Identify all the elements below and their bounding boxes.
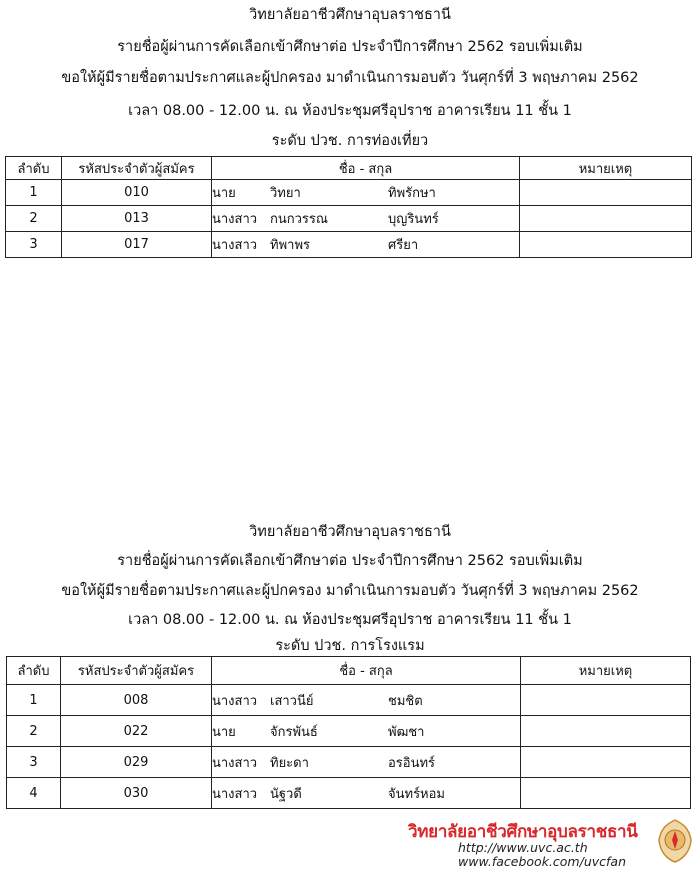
applicant-code: 013 xyxy=(62,206,212,232)
footer-website-link[interactable]: http://www.uvc.ac.th xyxy=(458,840,588,855)
row-number: 2 xyxy=(7,716,61,747)
candidate-table xyxy=(6,656,691,809)
applicant-code: 030 xyxy=(61,778,212,809)
first-name: กนกวรรณ xyxy=(270,212,328,227)
table-row xyxy=(6,232,692,258)
table-header-row xyxy=(6,157,692,180)
applicant-name xyxy=(212,232,520,258)
row-number: 1 xyxy=(7,685,61,716)
last-name: ทิพรักษา xyxy=(388,186,436,201)
note-cell xyxy=(521,778,691,809)
column-header-name: ชื่อ - สกุล xyxy=(212,657,521,685)
applicant-name xyxy=(212,180,520,206)
first-name: ทิยะดา xyxy=(270,755,309,771)
row-number: 4 xyxy=(7,778,61,809)
applicant-code: 022 xyxy=(61,716,212,747)
row-number: 1 xyxy=(6,180,62,206)
announcement-notice: ขอให้ผู้มีรายชื่อตามประกาศและผู้ปกครอง มาดำเนินการมอบตัว วันศุกร์ที่ 3 พฤษภาคม 2562 xyxy=(61,583,639,599)
note-cell xyxy=(520,180,692,206)
first-name: จักรพันธ์ xyxy=(270,724,318,740)
applicant-code: 008 xyxy=(61,685,212,716)
table-row xyxy=(7,778,691,809)
row-number: 3 xyxy=(6,232,62,258)
footer-facebook-link[interactable]: www.facebook.com/uvcfan xyxy=(458,854,626,869)
column-header-note: หมายเหตุ xyxy=(520,157,692,180)
last-name: อรอินทร์ xyxy=(388,755,436,771)
last-name: ศรียา xyxy=(388,238,419,253)
announcement-notice: ขอให้ผู้มีรายชื่อตามประกาศและผู้ปกครอง มาดำเนินการมอบตัว วันศุกร์ที่ 3 พฤษภาคม 2562 xyxy=(61,70,639,86)
note-cell xyxy=(520,206,692,232)
applicant-name xyxy=(212,778,521,809)
last-name: จันทร์หอม xyxy=(388,786,446,802)
name-prefix: นางสาว xyxy=(212,238,258,253)
table-row xyxy=(7,685,691,716)
college-footer-logo xyxy=(408,818,678,870)
last-name: ชมชิต xyxy=(388,693,423,709)
column-header-no: ลำดับ xyxy=(7,657,61,685)
first-name: ทิพาพร xyxy=(270,238,310,253)
note-cell xyxy=(521,685,691,716)
school-name: วิทยาลัยอาชีวศึกษาอุบลราชธานี xyxy=(249,524,451,540)
applicant-name xyxy=(212,206,520,232)
table-row xyxy=(6,180,692,206)
table-row xyxy=(7,747,691,778)
applicant-code: 017 xyxy=(62,232,212,258)
table-row xyxy=(6,206,692,232)
applicant-name xyxy=(212,685,521,716)
applicant-code: 029 xyxy=(61,747,212,778)
announcement-title: รายชื่อผู้ผ่านการคัดเลือกเข้าศึกษาต่อ ประจำปีการศึกษา 2562 รอบเพิ่มเติม xyxy=(117,553,583,569)
row-number: 3 xyxy=(7,747,61,778)
column-header-code: รหัสประจำตัวผู้สมัคร xyxy=(62,157,212,180)
college-seal-icon xyxy=(656,818,694,864)
note-cell xyxy=(520,232,692,258)
note-cell xyxy=(521,747,691,778)
column-header-no: ลำดับ xyxy=(6,157,62,180)
name-prefix: นางสาว xyxy=(212,786,258,802)
name-prefix: นาย xyxy=(212,186,236,201)
candidate-table xyxy=(5,156,692,258)
first-name: นัฐวดี xyxy=(270,786,302,802)
last-name: พัฒชา xyxy=(388,724,425,740)
table-header-row xyxy=(7,657,691,685)
name-prefix: นาย xyxy=(212,724,236,740)
school-name: วิทยาลัยอาชีวศึกษาอุบลราชธานี xyxy=(249,7,451,23)
footer-college-name: วิทยาลัยอาชีวศึกษาอุบลราชธานี xyxy=(408,822,638,842)
column-header-name: ชื่อ - สกุล xyxy=(212,157,520,180)
applicant-name xyxy=(212,716,521,747)
program-level: ระดับ ปวช. การโรงแรม xyxy=(275,638,425,654)
note-cell xyxy=(521,716,691,747)
announcement-title: รายชื่อผู้ผ่านการคัดเลือกเข้าศึกษาต่อ ประจำปีการศึกษา 2562 รอบเพิ่มเติม xyxy=(117,39,583,55)
announcement-time-place: เวลา 08.00 - 12.00 น. ณ ห้องประชุมศรีอุปราช อาคารเรียน 11 ชั้น 1 xyxy=(128,612,572,628)
row-number: 2 xyxy=(6,206,62,232)
applicant-name xyxy=(212,747,521,778)
program-level: ระดับ ปวช. การท่องเที่ยว xyxy=(271,133,429,149)
applicant-code: 010 xyxy=(62,180,212,206)
first-name: วิทยา xyxy=(270,186,301,201)
table-row xyxy=(7,716,691,747)
name-prefix: นางสาว xyxy=(212,212,258,227)
announcement-time-place: เวลา 08.00 - 12.00 น. ณ ห้องประชุมศรีอุปราช อาคารเรียน 11 ชั้น 1 xyxy=(128,103,572,119)
last-name: บุญรินทร์ xyxy=(388,212,439,227)
column-header-code: รหัสประจำตัวผู้สมัคร xyxy=(61,657,212,685)
name-prefix: นางสาว xyxy=(212,693,258,709)
first-name: เสาวนีย์ xyxy=(270,693,314,709)
column-header-note: หมายเหตุ xyxy=(521,657,691,685)
name-prefix: นางสาว xyxy=(212,755,258,771)
